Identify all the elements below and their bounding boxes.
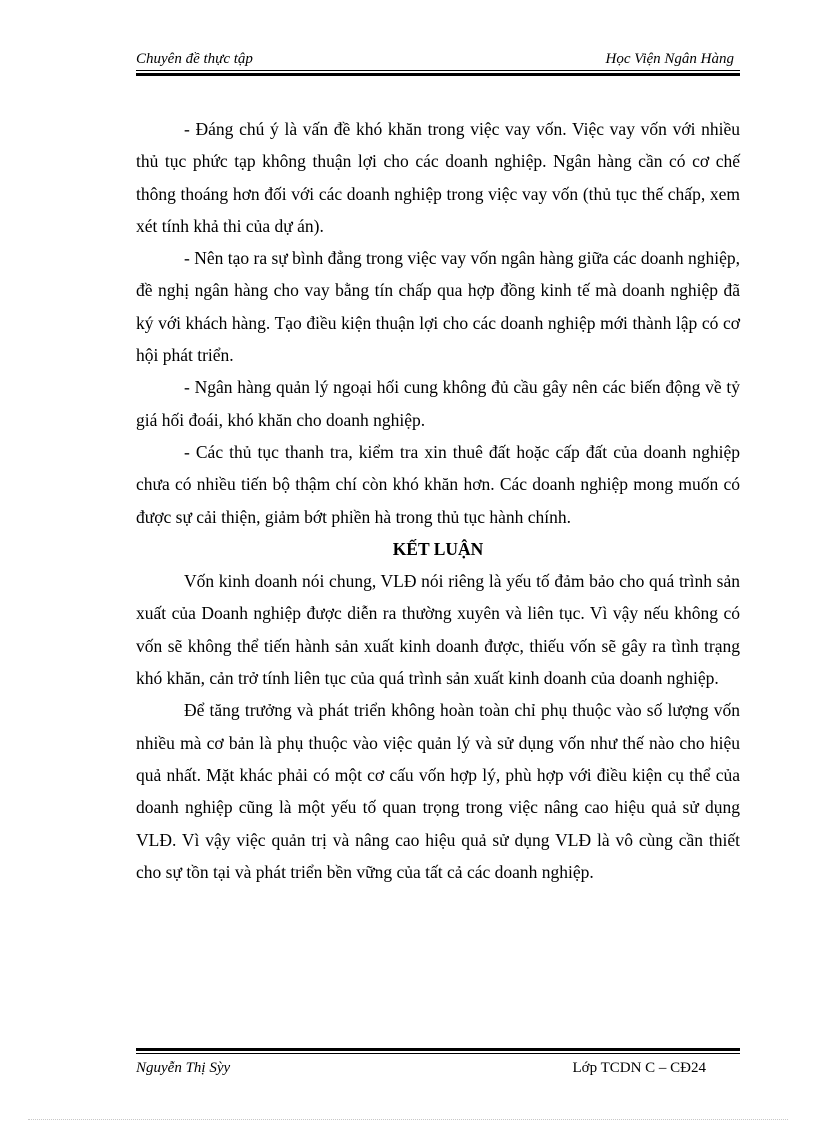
footer-class: Lớp TCDN C – CĐ24	[572, 1060, 706, 1076]
footer-rule-thick	[136, 1048, 740, 1051]
body-paragraph: - Đáng chú ý là vấn đề khó khăn trong việc vay vốn. Việc vay vốn với nhiều thủ tục phức tạp không thuận lợi cho các doanh nghiệp. Ngân hàng cần có cơ chế thông thoáng hơn đối với các doanh nghiệp trong việc vay vốn (thủ tục thế chấp, xem xét tính khả thi của dự án).	[136, 119, 740, 236]
header-rule-thin	[136, 70, 740, 71]
conclusion-paragraph: Vốn kinh doanh nói chung, VLĐ nói riêng là yếu tố đảm bảo cho quá trình sản xuất của Doanh nghiệp được diễn ra thường xuyên và liên tục. Vì vậy nếu không có vốn sẽ không thể tiến hành sản xuất kinh doanh được, thiếu vốn sẽ gây ra tình trạng khó khăn, cản trở tính liên tục của quá trình sản xuất kinh doanh của doanh nghiệp.	[136, 571, 740, 689]
body-paragraph: - Các thủ tục thanh tra, kiểm tra xin thuê đất hoặc cấp đất của doanh nghiệp chưa có nhiều tiến bộ thậm chí còn khó khăn hơn. Các doanh nghiệp mong muốn có được sự cải thiện, giảm bớt phiền hà trong thủ tục hành chính.	[136, 441, 740, 527]
conclusion-paragraph: Để tăng trưởng và phát triển không hoàn toàn chỉ phụ thuộc vào số lượng vốn nhiều mà cơ bản là phụ thuộc vào việc quản lý và sử dụng vốn như thế nào cho hiệu quả nhất. Mặt khác phải có một cơ cấu vốn hợp lý, phù hợp với điều kiện cụ thể của doanh nghiệp cũng là một yếu tố quan trọng trong việc nâng cao hiệu quả sử dụng VLĐ. Vì vậy việc quản trị và nâng cao hiệu quả sử dụng VLĐ là vô cùng cần thiết cho sự tồn tại và phát triển bền vững của tất cả các doanh nghiệp.	[136, 700, 740, 882]
page-header	[136, 48, 740, 70]
document-body	[136, 113, 740, 888]
page-footer	[136, 1057, 740, 1079]
header-institution: Học Viện Ngân Hàng	[605, 51, 734, 67]
conclusion-heading: KẾT LUẬN	[392, 538, 484, 559]
body-paragraph: - Ngân hàng quản lý ngoại hối cung không đủ cầu gây nên các biến động về tỷ giá hối đoái, khó khăn cho doanh nghiệp.	[136, 377, 740, 430]
page-bottom-edge	[28, 1119, 788, 1120]
header-report-title: Chuyên đề thực tập	[136, 51, 253, 67]
header-rule-thick	[136, 73, 740, 76]
footer-rule-thin	[136, 1053, 740, 1054]
body-paragraph: - Nên tạo ra sự bình đẳng trong việc vay vốn ngân hàng giữa các doanh nghiệp, đề nghị ngân hàng cho vay bằng tín chấp qua hợp đồng kinh tế mà doanh nghiệp đã ký với khách hàng. Tạo điều kiện thuận lợi cho các doanh nghiệp mới thành lập có cơ hội phát triển.	[136, 248, 740, 366]
footer-author: Nguyễn Thị Sỳy	[136, 1060, 231, 1076]
